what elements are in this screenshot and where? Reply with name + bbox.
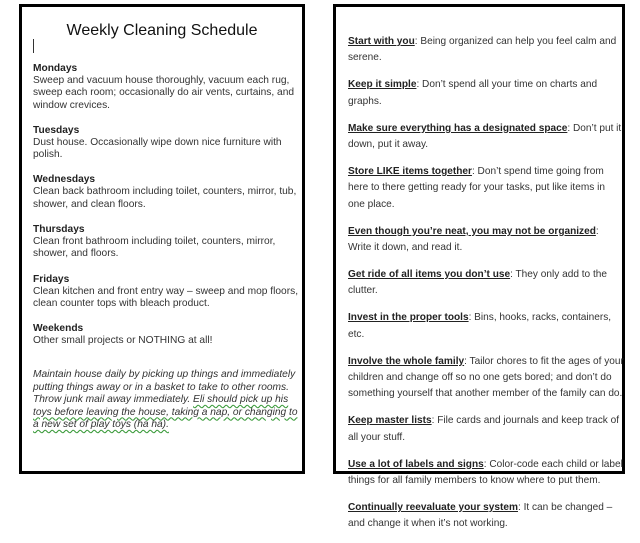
tip-item xyxy=(348,500,624,533)
tip-item xyxy=(348,267,624,300)
tip-item xyxy=(348,310,624,343)
tip-item xyxy=(348,77,624,110)
tips-list xyxy=(348,34,624,543)
day-name: Mondays xyxy=(33,63,78,74)
tip-heading: Start with you xyxy=(348,36,415,47)
tip-text: : Tailor chores to fit the ages of your children and change off so no one gets bored; and don’t do something yourself that another member of the family can do. xyxy=(348,355,624,400)
schedule-title: Weekly Cleaning Schedule xyxy=(66,22,258,39)
tip-item xyxy=(348,457,624,490)
day-name: Wednesdays xyxy=(33,174,96,186)
tip-heading: Keep master lists xyxy=(348,415,432,427)
day-monday xyxy=(33,63,301,112)
tip-heading: Invest in the proper tools xyxy=(348,312,469,324)
daily-maintenance-note xyxy=(33,369,305,432)
tip-text: : Write it down, and read it. xyxy=(348,225,599,254)
day-thursday xyxy=(33,224,301,261)
tip-item xyxy=(348,354,624,403)
tip-item xyxy=(348,164,624,213)
note-text: Maintain house daily by picking up things and immediately putting things away or in a basket to take to other rooms. Throw junk mail away immediately. xyxy=(33,369,296,405)
cleaning-schedule-panel xyxy=(19,4,305,474)
tip-item xyxy=(348,121,624,154)
tip-text: : Don’t put it down, put it away. xyxy=(348,122,622,151)
tip-heading: Keep it simple xyxy=(348,79,417,91)
tip-text: : Don’t spend all your time on charts and graphs. xyxy=(348,79,598,107)
tip-heading: Continually reevaluate your system xyxy=(348,501,518,513)
day-task: Sweep and vacuum house thoroughly, vacuum each rug, sweep each room; occasionally do air vents, curtains, and window crevices. xyxy=(33,75,295,111)
day-name: Fridays xyxy=(33,273,70,285)
text-cursor xyxy=(33,39,34,53)
day-name: Tuesdays xyxy=(33,124,80,136)
tip-item xyxy=(348,413,624,446)
tip-item xyxy=(348,224,624,257)
organizing-tips-panel xyxy=(333,4,625,530)
day-name: Weekends xyxy=(33,323,84,335)
tip-text: : File cards and journals and keep track of all your stuff. xyxy=(348,415,620,443)
day-task: Other small projects or NOTHING at all! xyxy=(33,335,213,347)
tip-heading: Even though you’re neat, you may not be organized xyxy=(348,225,596,237)
day-task: Clean back bathroom including toilet, counters, mirror, tub, shower, and clean floors. xyxy=(33,186,297,210)
tip-heading: Store LIKE items together xyxy=(348,165,472,177)
day-task: Clean front bathroom including toilet, counters, mirror, shower, and floors. xyxy=(33,236,276,260)
day-tuesday xyxy=(33,125,301,162)
day-name: Thursdays xyxy=(33,224,85,236)
note-underlined-text: Eli should pick up his toys before leaving the house, taking a nap, or changing to a new set of play toys (ha ha). xyxy=(33,394,298,430)
day-friday xyxy=(33,274,301,311)
tip-text: : They only add to the clutter. xyxy=(348,268,607,297)
schedule-days xyxy=(33,63,301,361)
day-wednesday xyxy=(33,174,301,211)
day-task: Clean kitchen and front entry way – sweep and mop floors, clean counter tops with bleach product. xyxy=(33,285,299,309)
tip-text: : Being organized can help you feel calm and serene. xyxy=(348,36,617,64)
tip-heading: Involve the whole family xyxy=(348,355,465,367)
tip-text: : It can be changed – and change it when it’s not working. xyxy=(348,501,613,530)
day-weekends xyxy=(33,323,301,347)
day-task: Dust house. Occasionally wipe down nice furniture with polish. xyxy=(33,136,282,161)
tip-item xyxy=(348,34,624,67)
tip-text: : Don’t spend time going from here to there getting ready for your tasks, put like items in one place. xyxy=(348,165,605,210)
tip-heading: Use a lot of labels and signs xyxy=(348,458,484,470)
tip-text: : Bins, hooks, racks, containers, etc. xyxy=(348,312,612,340)
tip-text: : Color-code each child or label things for all family members to know where to put them. xyxy=(348,458,623,487)
tip-heading: Make sure everything has a designated space xyxy=(348,122,568,134)
tip-heading: Get ride of all items you don’t use xyxy=(348,268,511,280)
